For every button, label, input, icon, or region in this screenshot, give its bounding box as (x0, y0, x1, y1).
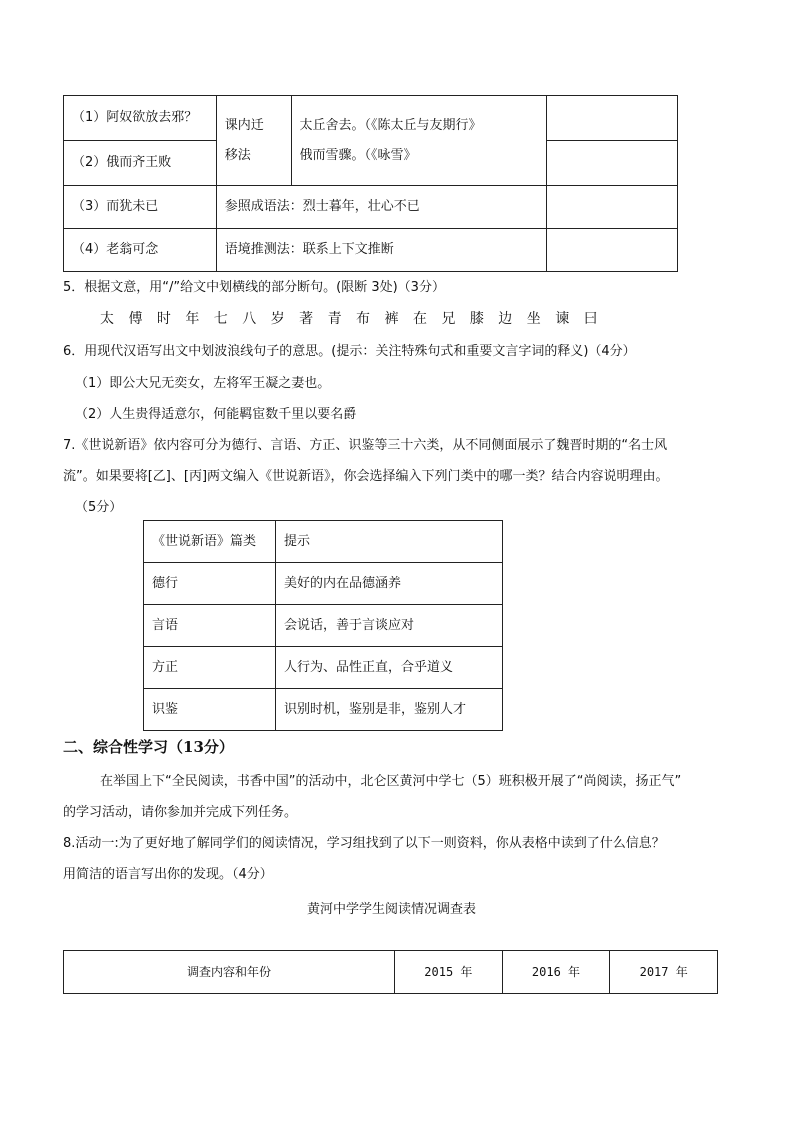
example-line-2: 俄而雪骤。（《咏雪》 (299, 147, 417, 163)
question-6-sentence-2: （2）人生贵得适意尔，何能羁宦数千里以要名爵 (75, 407, 357, 422)
question-6-sentence-1: （1）即公大兄无奕女，左将军王凝之妻也。 (75, 376, 331, 391)
table-row (144, 689, 503, 731)
table-row (144, 563, 503, 605)
answer-blank-4[interactable] (546, 229, 677, 272)
question-8-line-2: 用简洁的语言写出你的发现。（4分） (63, 867, 273, 882)
table-row (144, 647, 503, 689)
answer-blank-3[interactable] (546, 186, 677, 229)
table2-header-hint: 提示 (276, 521, 503, 563)
survey-header-2017: 2017 年 (610, 951, 718, 994)
table2-header-category: 《世说新语》篇类 (144, 521, 276, 563)
survey-header-2016: 2016 年 (502, 951, 610, 994)
answer-blank-2[interactable] (547, 141, 677, 185)
method-3: 参照成语法：烈士暮年，壮心不已 (216, 186, 546, 229)
vocab-item-4: （4）老翁可念 (64, 229, 217, 272)
shishuo-category-table (143, 520, 503, 731)
example-cell (291, 96, 546, 186)
question-5-sentence: 太 傅 时 年 七 八 岁 著 青 布 裤 在 兄 膝 边 坐 谏 曰 (100, 311, 603, 327)
method-cell (216, 96, 291, 186)
method-4: 语境推测法：联系上下文推断 (216, 229, 546, 272)
question-5: 5．根据文意，用“/”给文中划横线的部分断句。(限断 3处)（3分） (63, 280, 445, 295)
hint-cell: 识别时机，鉴别是非，鉴别人才 (276, 689, 503, 731)
category-cell: 德行 (144, 563, 276, 605)
survey-header-content: 调查内容和年份 (64, 951, 395, 994)
category-cell: 方正 (144, 647, 276, 689)
section-2-heading: 二、综合性学习（13分） (63, 738, 234, 756)
vocab-item-1: （1）阿奴欲放去邪？ (64, 96, 216, 141)
reading-survey-table (63, 950, 718, 994)
question-7-line-3: （5分） (75, 500, 123, 515)
survey-header-2015: 2015 年 (395, 951, 503, 994)
example-line-1: 太丘舍去。（《陈太丘与友期行》 (299, 117, 482, 133)
method-line-2: 移法 (224, 147, 251, 163)
section-2-paragraph-line-2: 的学习活动，请你参加并完成下列任务。 (63, 805, 298, 820)
survey-table-title: 黄河中学学生阅读情况调查表 (307, 902, 477, 917)
vocab-item-2: （2）俄而齐王败 (72, 155, 172, 170)
answer-cell (546, 96, 677, 186)
hint-cell: 美好的内在品德涵养 (276, 563, 503, 605)
question-8-line-1: 8.活动一:为了更好地了解同学们的阅读情况，学习组找到了以下一则资料，你从表格中读到了什么信息？ (63, 836, 665, 851)
vocab-item-3: （3）而犹未已 (64, 186, 217, 229)
category-cell: 识鉴 (144, 689, 276, 731)
table-row (144, 605, 503, 647)
question-7-line-2: 流”。如果要将[乙]、[丙]两文编入《世说新语》，你会选择编入下列门类中的哪一类？结合内容说明理由。 (63, 469, 669, 484)
answer-blank-1[interactable] (547, 96, 677, 141)
question-6: 6．用现代汉语写出文中划波浪线句子的意思。(提示：关注特殊句式和重要文言字词的释义)（4分） (63, 344, 636, 359)
section-2-paragraph-line-1: 在举国上下“全民阅读，书香中国”的活动中，北仑区黄河中学七（5）班积极开展了“尚阅读，扬正气” (100, 774, 682, 789)
hint-cell: 人行为、品性正直，合乎道义 (276, 647, 503, 689)
method-line-1: 课内迁 (224, 117, 264, 133)
category-cell: 言语 (144, 605, 276, 647)
vocab-items-cell (64, 96, 217, 186)
hint-cell: 会说话，善于言谈应对 (276, 605, 503, 647)
vocab-method-table (63, 95, 678, 272)
question-7-line-1: 7.《世说新语》依内容可分为德行、言语、方正、识鉴等三十六类，从不同侧面展示了魏晋时期的“名士风 (63, 438, 668, 453)
